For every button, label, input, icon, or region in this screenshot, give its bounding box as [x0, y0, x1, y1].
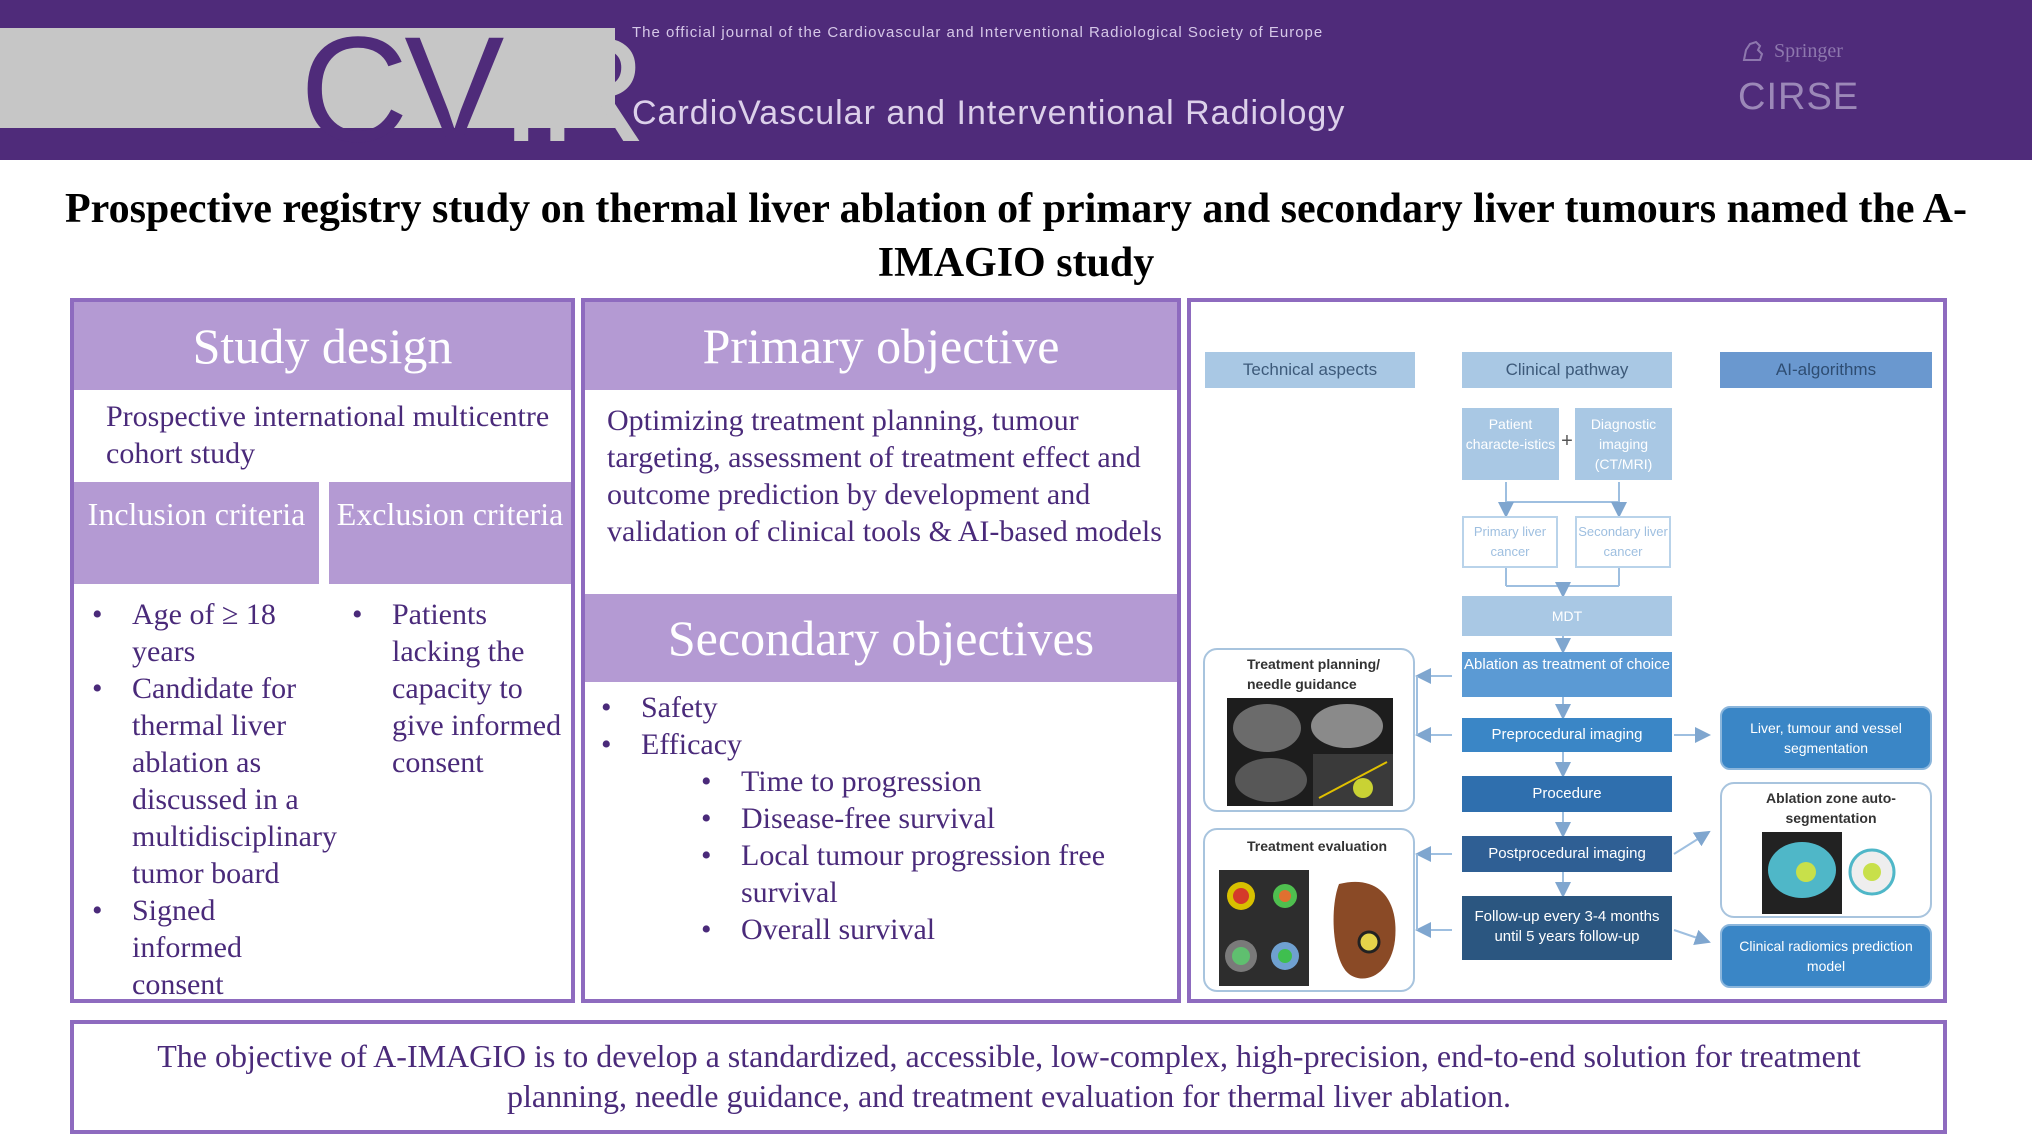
mdt-box: MDT: [1462, 596, 1672, 636]
plus-sign: +: [1561, 430, 1573, 452]
postprocedural-imaging-step: Postprocedural imaging: [1462, 836, 1672, 872]
list-item: • Safety: [601, 689, 1171, 726]
objectives-panel: [581, 298, 1181, 1003]
inclusion-criteria-heading: Inclusion criteria: [74, 482, 319, 584]
ai-radiomics-box: Clinical radiomics prediction model: [1720, 924, 1932, 988]
list-item: • Signed informed consent: [92, 892, 332, 1003]
conclusion-text: The objective of A-IMAGIO is to develop a standardized, accessible, low-complex, high-precision, end-to-end solution for treatment planning, needle guidance, and treatment evaluation for thermal liver ablation.: [157, 1038, 1861, 1114]
treatment-planning-card: [1203, 648, 1415, 812]
exclusion-criteria-list: [352, 596, 562, 781]
treatment-planning-title: Treatment planning/ needle guidance: [1247, 656, 1381, 692]
list-item: • Overall survival: [701, 911, 1171, 948]
ai-segmentation-box: Liver, tumour and vessel segmentation: [1720, 706, 1932, 770]
diagnostic-imaging-box: Diagnostic imaging (CT/MRI): [1575, 408, 1672, 480]
journal-banner: [0, 0, 2032, 173]
workflow-diagram-panel: [1187, 298, 1947, 1003]
secondary-objectives-heading: Secondary objectives: [585, 594, 1177, 682]
column-header-ai: AI-algorithms: [1720, 352, 1932, 388]
springer-horse-icon: [1740, 38, 1766, 64]
preprocedural-imaging-step: Preprocedural imaging: [1462, 718, 1672, 752]
evaluation-scans-image: [1219, 870, 1405, 986]
secondary-objectives-list: [601, 689, 1171, 948]
study-design-panel: [70, 298, 575, 1003]
journal-tagline: The official journal of the Cardiovascular and Interventional Radiological Society of Europe: [632, 24, 1324, 41]
page-title: Prospective registry study on thermal liver ablation of primary and secondary liver tumours named the A-IMAGIO study: [65, 186, 1967, 286]
study-design-heading: Study design: [74, 302, 571, 390]
springer-label: Springer: [1774, 39, 1843, 62]
efficacy-sublist: [701, 763, 1171, 948]
list-item: • Disease-free survival: [701, 800, 1171, 837]
ablation-choice-step: Ablation as treatment of choice: [1462, 652, 1672, 697]
journal-name: CardioVascular and Interventional Radiology: [632, 94, 1346, 132]
ct-scan-image: [1227, 698, 1393, 806]
follow-up-step: Follow-up every 3-4 months until 5 years follow-up: [1462, 896, 1672, 960]
list-item: • Local tumour progression free survival: [701, 837, 1171, 911]
inclusion-criteria-list: [92, 596, 337, 1003]
exclusion-criteria-heading: Exclusion criteria: [329, 482, 571, 584]
ai-ablation-zone-title: Ablation zone auto-segmentation: [1766, 790, 1896, 826]
list-item: • Patients lacking the capacity to give informed consent: [352, 596, 562, 781]
ai-ablation-zone-card: [1720, 782, 1932, 918]
list-item: • Time to progression: [701, 763, 1171, 800]
primary-objective-heading: Primary objective: [585, 302, 1177, 390]
ablation-zone-image: [1762, 832, 1898, 914]
list-item: • Efficacy: [601, 726, 1171, 763]
patient-characteristics-box: Patient characte-istics: [1462, 408, 1559, 480]
column-header-clinical: Clinical pathway: [1462, 352, 1672, 388]
list-item: • Age of ≥ 18 years: [92, 596, 332, 670]
study-design-description: Prospective international multicentre cohort study: [106, 400, 550, 470]
workflow-diagram: [1191, 302, 1943, 999]
treatment-evaluation-title: Treatment evaluation: [1247, 838, 1388, 854]
procedure-step: Procedure: [1462, 776, 1672, 812]
primary-objective-text: Optimizing treatment planning, tumour targeting, assessment of treatment effect and outcome prediction by development and validation of clinical tools & AI-based models: [607, 404, 1162, 548]
springer-logo: [1740, 38, 1843, 64]
conclusion-panel: [70, 1020, 1947, 1134]
cvir-logo: CVIR: [300, 5, 643, 173]
cirse-logo: CIRSE: [1738, 76, 1860, 118]
list-item: • Candidate for thermal liver ablation as discussed in a multidisciplinary tumor board: [92, 670, 332, 892]
primary-cancer-box: Primary liver cancer: [1462, 516, 1558, 568]
secondary-cancer-box: Secondary liver cancer: [1575, 516, 1671, 568]
treatment-evaluation-card: [1203, 828, 1415, 992]
column-header-technical: Technical aspects: [1205, 352, 1415, 388]
